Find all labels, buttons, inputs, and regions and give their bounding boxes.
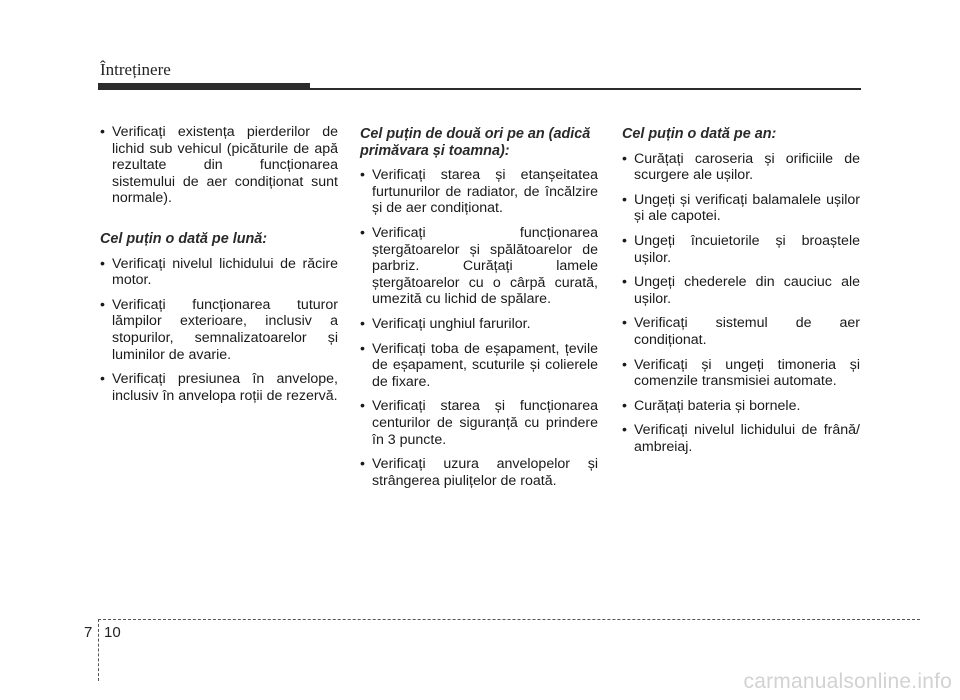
watermark: carmanualsonline.info bbox=[743, 670, 952, 693]
bullet-icon: • bbox=[360, 340, 365, 357]
bullet-icon: • bbox=[622, 274, 627, 291]
list-intro bbox=[100, 124, 338, 207]
page-number: 10 bbox=[104, 624, 121, 641]
bullet-icon: • bbox=[622, 315, 627, 332]
footer-vertical-divider bbox=[98, 619, 99, 681]
bullet-icon: • bbox=[622, 191, 627, 208]
column-1 bbox=[100, 124, 338, 412]
list-item: • Ungeți încuietorile și broaștele ușilor. bbox=[622, 232, 860, 266]
section-heading-monthly: Cel puțin o dată pe lună: bbox=[100, 230, 268, 247]
list-item: • Curățați caroseria și orificiile de scurgere ale ușilor. bbox=[622, 150, 860, 184]
list-item: • Verificați starea și funcționarea centurilor de siguranță cu prindere în 3 puncte. bbox=[360, 398, 598, 448]
bullet-icon: • bbox=[360, 456, 365, 473]
list-item: • Verificați sistemul de aer condiționat. bbox=[622, 315, 860, 348]
bullet-icon: • bbox=[360, 224, 365, 241]
list-item: • Verificați uzura anvelopelor și strângerea piulițelor de roată. bbox=[360, 456, 598, 489]
bullet-icon: • bbox=[622, 150, 627, 167]
list-item: • Verificați toba de eșapament, țevile de eșapament, scuturile și colierele de fixare. bbox=[360, 340, 598, 390]
list-item: • Verificați presiunea în anvelope, inclusiv în anvelopa roții de rezervă. bbox=[100, 371, 338, 404]
section-heading-biannual: Cel puțin de două ori pe an (adică primăvara și toamna): bbox=[360, 126, 591, 159]
column-2 bbox=[360, 126, 598, 497]
column-3 bbox=[622, 126, 860, 464]
list-item: • Verificați funcționarea ștergătoarelor și spălătoarelor de parbriz. Curățați lamele ștergătoarelor cu o cârpă curată, umezită cu lichid de spălare. bbox=[360, 224, 598, 308]
list-annual bbox=[622, 151, 860, 456]
bullet-icon: • bbox=[100, 255, 105, 272]
footer-divider bbox=[98, 619, 920, 620]
list-biannual bbox=[360, 167, 598, 489]
bullet-icon: • bbox=[100, 371, 105, 388]
list-item: • Verificați existența pierderilor de lichid sub vehicul (picăturile de apă rezultate din funcționarea sistemului de aer condiționat sunt normale). bbox=[100, 124, 338, 207]
list-item: • Verificați unghiul farurilor. bbox=[360, 315, 531, 332]
bullet-icon: • bbox=[100, 296, 105, 313]
list-item: • Ungeți și verificați balamalele ușilor și ale capotei. bbox=[622, 191, 860, 225]
bullet-icon: • bbox=[360, 315, 365, 332]
bullet-icon: • bbox=[622, 356, 627, 373]
bullet-icon: • bbox=[100, 124, 105, 140]
bullet-icon: • bbox=[622, 422, 627, 439]
list-item: • Verificați nivelul lichidului de răcire motor. bbox=[100, 255, 338, 289]
chapter-number: 7 bbox=[84, 624, 93, 641]
section-heading-annual: Cel puțin o dată pe an: bbox=[622, 126, 777, 142]
bullet-icon: • bbox=[622, 397, 627, 414]
page-header-title: Întreținere bbox=[100, 60, 171, 79]
bullet-icon: • bbox=[360, 398, 365, 415]
header-bar-thin bbox=[98, 88, 861, 90]
bullet-icon: • bbox=[360, 167, 365, 184]
list-item: • Verificați funcționarea tuturor lămpilor exterioare, inclusiv a stopurilor, semnalizatoarelor și luminilor de avarie. bbox=[100, 296, 338, 363]
list-item: • Ungeți chederele din cauciuc ale ușilor. bbox=[622, 274, 860, 307]
list-item: • Curățați bateria și bornele. bbox=[622, 397, 801, 414]
bullet-icon: • bbox=[622, 232, 627, 249]
list-monthly bbox=[100, 256, 338, 405]
list-item: • Verificați starea și etanșeitatea furtunurilor de radiator, de încălzire și de aer condiționat. bbox=[360, 167, 598, 217]
list-item: • Verificați nivelul lichidului de frână/ ambreiaj. bbox=[622, 422, 860, 455]
list-item: • Verificați și ungeți timoneria și comenzile transmisiei automate. bbox=[622, 356, 860, 390]
